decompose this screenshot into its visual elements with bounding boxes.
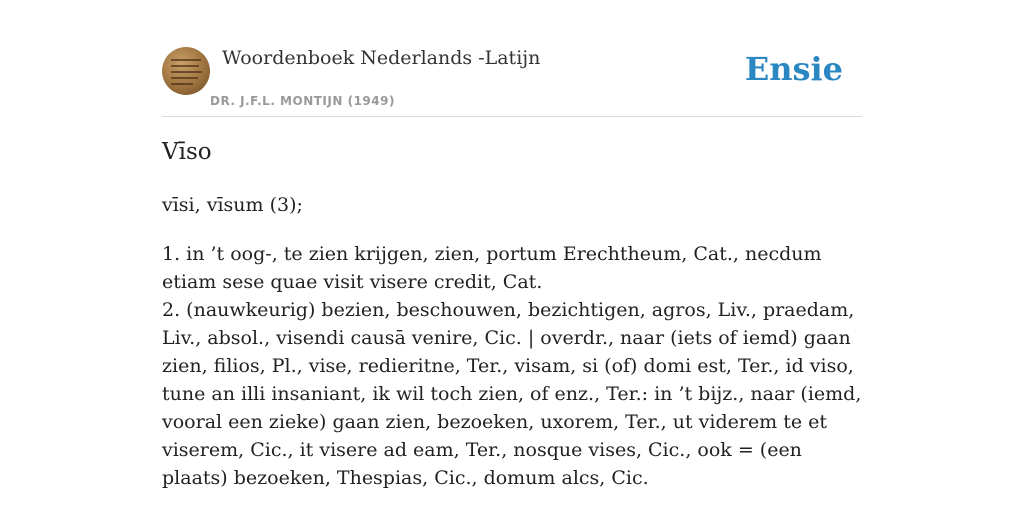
source-author: DR. J.F.L. MONTIJN (1949) <box>210 94 395 108</box>
entry-title: Vīso <box>162 139 212 165</box>
sense-2: 2. (nauwkeurig) bezien, beschouwen, bezichtigen, agros, Liv., praedam, Liv., absol., visendi causā venire, Cic. | overdr., naar (iets of iemd) gaan zien, filios, Pl., vise, redieritne, Ter., visam, si (of) domi est, Ter., id viso, tune an illi insaniant, ik wil toch zien, of enz., Ter.: in ’t bijz., naar (iemd, vooral een zieke) gaan zien, bezoeken, uxorem, Ter., ut viderem te et viserem, Cic., it visere ad eam, Ter., nosque vises, Cic., ook = (een plaats) bezoeken, Thespias, Cic., domum alcs, Cic. <box>162 299 862 489</box>
source-seal-image <box>162 47 210 95</box>
source-header <box>162 46 862 117</box>
entry-forms: vīsi, vīsum (3); <box>162 194 303 216</box>
ensie-logo-link[interactable]: Ensie <box>744 50 843 88</box>
entry-definition <box>162 240 862 492</box>
source-title[interactable]: Woordenboek Nederlands -Latijn <box>222 47 541 69</box>
sense-1: 1. in ’t oog-, te zien krijgen, zien, portum Erechtheum, Cat., necdum etiam sese quae visit visere credit, Cat. <box>162 243 822 293</box>
